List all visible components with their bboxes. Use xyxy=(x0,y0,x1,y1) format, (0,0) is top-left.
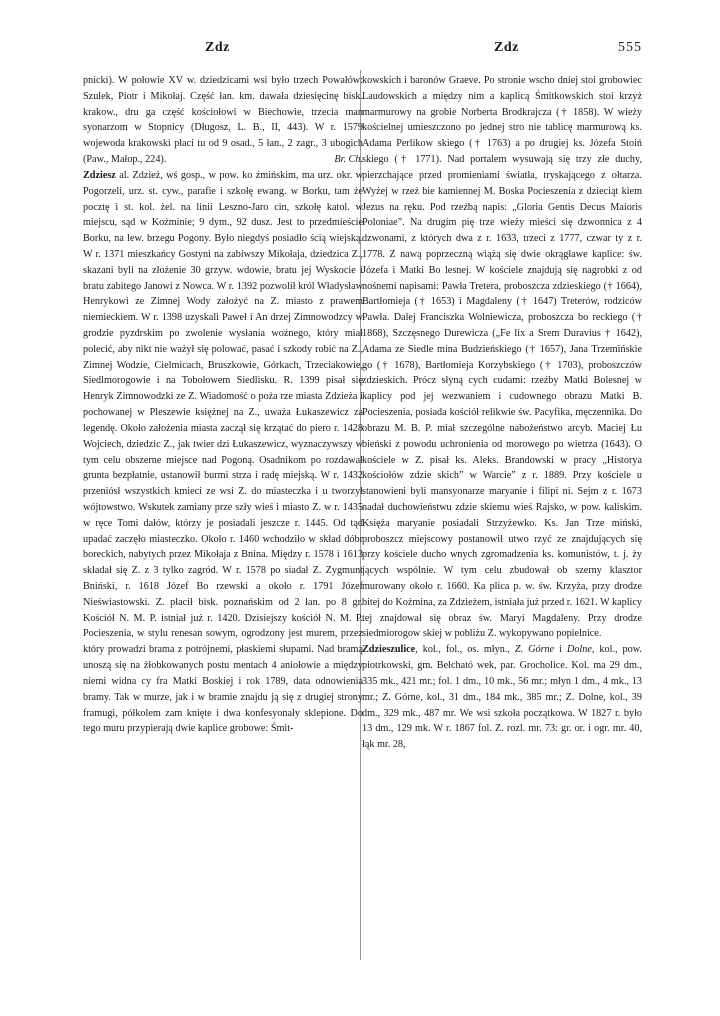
entry-italic-name: Dolne xyxy=(566,644,592,656)
header-left-keyword: Zdz xyxy=(205,40,230,55)
entry-headword: Zdziesz xyxy=(83,169,116,181)
paragraph-text: kowskich i baronów Graeve. Po stronie wscho dniej stoi grobowiec Laudowskich a między nim a kaplicą Śmitkowskich stoi krzyż marmurowy na grobie Norberta Brodkrajcza († 1858). W wieży kościelnej umieszczono po jednej stro nie tablicę marmurową ks. Adama Perlikow skiego († 1763) a po drugiej ks. Józefa Stoiń skiego († 1771). Nad portalem wysuwają się trzy złe duchy, pierzchające przed promieniami światła, tryskającego z ołtarza. Wyżej w rzeź bie kamiennej M. Boska Pocieszenia z dzieciąt kiem Jezus na ręku. Pod rzeźbą napis: „Gloria Gentis Decus Maioris Poloniae”. Na drugim pię trze wieży mieści się dzwonnica z 4 dzwonami, z których dwa z r. 1633, trzeci z 1777, czwar ty z r. 1778. Z nawą poprzeczną wiążą się dwie okrągławe kaplice: św. Józefa i Matki Bo lesnej. W kościele znajdują się nagrobki z od nośnemi napisami: Pawła Tretera, proboszcza zdzieskiego († 1664), Bartłomieja († 1653) i Magdaleny († 1647) Treterów, rodziców Pawła. Dalej Franciszka Wolniewicza, proboszcza bo reckiego († 1868), Szczęsnego Durewicza („Fe lix a Srem Duravius † 1642), Adama ze Siedle mina Budzieńskiego († 1657), Jana Trzemińskie go († 1678), Bartłomieja Korzybskiego († 1703), proboszczów zdzieskich. Prócz słyną cych cudami: rzeźby Matki Bolesnej w kaplicy pod jej wezwaniem i cudownego obrazu Matki B. Pocieszenia, posiada kościół relikwie św. Pacyfika, męczennika. Do obrazu M. B. P. miał szczególne nabożeństwo arcyb. Maciej Łu bieński z powodu uchronienia od morowego po wietrza (1643). O kościele w Z. pisał ks. Aleks. Brandowski w pracy „Historya kościołów zdzie skich” w Warcie” z r. 1889. Przy kościele u stanowieni byli mansyonarze maryanie i filipi ni. Sejm z r. 1673 nadał duchowieństwu zdzie skiemu wieś Rajsko, w pow. kaliskim. Księża maryanie posiadali Strzyżewko. Ks. Jan Trze miński, proboszcz miejscowy postanowił utwo rzyć ze znajdujących się przy kościele ducho wnych zgromadzenia ks. komunistów, t. j. ży jących wspólnie. W tym celu zbudował ob szerny klasztor murowany około r. 1660. Ka plica p. w. św. Krzyża, przy drodze bitej do Koźmina, za Zdzieżem, istniała już przed r. 1621. W kaplicy tej znajdował się obraz św. Maryi Magdaleny. Przy drodze siedmiorogow skiej w pobliżu Z. wykopywano popielnice. xyxy=(362,75,642,640)
entry-headword: Zdzieszulice xyxy=(362,644,416,656)
entry-text-part: , kol., pow. piotrkowski, gm. Bełcható wek, par. Grocholice. Kol. ma 29 dm., 335 mk., 421 mr.; fol. 1 dm., 10 mk., 56 mr.; młyn 1 dm., 4 mk., 13 mr.; Z. Górne, kol., 31 dm., 184 mk., 385 mr.; Z. Dolne, kol., 39 dm., 329 mk., 487 mr. We wsi szkoła początkowa. W 1827 r. było 13 dm., 129 mk. W r. 1867 fol. Z. rozl. mr. 73: gr. or. i ogr. mr. 40, łąk mr. 28, xyxy=(362,644,642,751)
right-column xyxy=(362,73,642,753)
author-signature: Br. Ch. xyxy=(334,154,363,166)
entry-italic-name: Z. Górne xyxy=(514,644,555,656)
entry-text-part: i xyxy=(554,644,567,656)
entry-zdzieszulice xyxy=(362,642,642,753)
left-column xyxy=(83,73,363,737)
paragraph-continuation xyxy=(362,73,642,642)
paragraph-text: pnicki). W połowie XV w. dziedzicami wsi było trzech Powałów: Szulek, Piotr i Mikołaj. Część łan. km. dawała dziesięcinę bisk. krakow., dru ga część kościołowi w Biechowie, trzecia man syonarzom w Stopnicy (Długosz, L. B., II, 443). W r. 1579 wojewoda krakowski płaci tu od 9 osad., 5 łan., 2 zagr., 3 ubogich (Paw., Małop., 224). xyxy=(83,75,363,166)
entry-text: al. Zdzież, wś gosp., w pow. ko źmińskim, ma urz. okr. w Pogorzeli, urz. st. cyw., parafie i szkołę ewang. w Borku, tam że pocztę i st. kol. żel. na linii Leszno-Jaro cin, szkołę katol. w miejscu, sąd w Koźminie; 9 dym., 92 dusz. Jest to przedmieście Borku, na lew. brzegu Pogony. Było niegdyś posiadło ścią wiejską. W r. 1371 mieszkańcy Gostyni na zabiwszy Mikołaja, dziedzica Z., skazani byli na złożenie 30 grzyw. wdowie, bratu jej Wyskocie i bratu zabitego Janowi z Nowca. W r. 1392 pozwolił król Władysław Henrykowi ze Zimnej Wody założyć na Z. miasto z prawem niemieckiem. W r. 1398 uzyskali Paweł i An drzej Zimnowodzcy w grodzie pyzdrskim po zwolenie wysłania woźnego, który miał polecić, aby nikt nie ważył się polować, pasać i szkody robić na Z., Zimnej Wodzie, Cielmicach, Bruszkowie, Górkach, Trzeciakowie, Siedlmorogowie i na Tobołowem Siedlisku. R. 1399 pisał się Henryk Zimnowodzki ze Z. Wiadomość o poża rze miasta Zdzieża i pochowanej w Pleszewie księżnej na Z., uważa Łukaszewicz za legendę. Około założenia miasta zaczął się krzątać do piero r. 1428 Wojciech, dziedzic Z., jak twier dzi Łukaszewicz, wyznaczywszy w tym celu obszerne miejsce nad Pogoną. Osadnikom po rozdawał grunta bezpłatnie, ustanowił burmi strza i radę miejską. W r. 1432 przeniósł wszystkich kmieci ze wsi Z. do miasteczka i u tworzył wójtowstwo. Wskutek zamiany prze szły wieś i miasto Z. w r. 1435 w ręce Tomi dałów, którzy je posiadali jeszcze r. 1445. Od tąd upadać zaczęło miasteczko. Około r. 1460 wchodziło w skład dóbr boreckich, nabytych przez Mikołaja z Bnina. Między r. 1578 i 1613 składał się Z. z 3 tylko zagród. W r. 1578 po siadał Z. Zygmunt Bniński, r. 1618 Józef Bo rzewski a około r. 1791 Józef Nieświastowski. Z. płacił bisk. poznańskim od 2 łan. po 8 gr. Kościół N. M. P. istniał już r. 1420. Dzisiejszy kościół N. M. P. Pocieszenia, w stylu renesan sowym, ogrodzony jest murem, przez który prowadzi brama z potrójnemi, płaskiemi słupami. Nad bramą unoszą się na żłobkowanych postu mentach 4 aniołowie a między niemi widna cy fra Matki Boskiej i rok 1789, data odnowienia bramy. Tak w murze, jak i w bramie znajdu ją się z drugiej strony framugi, półkolem zam knięte i dwa konfesyonały sklepione. Do tego muru przypierają dwie kaplice grobowe: Śmit- xyxy=(83,169,363,735)
page-number: 555 xyxy=(618,40,642,55)
header-right-keyword: Zdz xyxy=(494,40,519,55)
paragraph-continuation xyxy=(83,73,363,168)
entry-text-part: , kol., fol., os. młyn., xyxy=(415,644,515,656)
entry-zdziesz xyxy=(83,168,363,737)
